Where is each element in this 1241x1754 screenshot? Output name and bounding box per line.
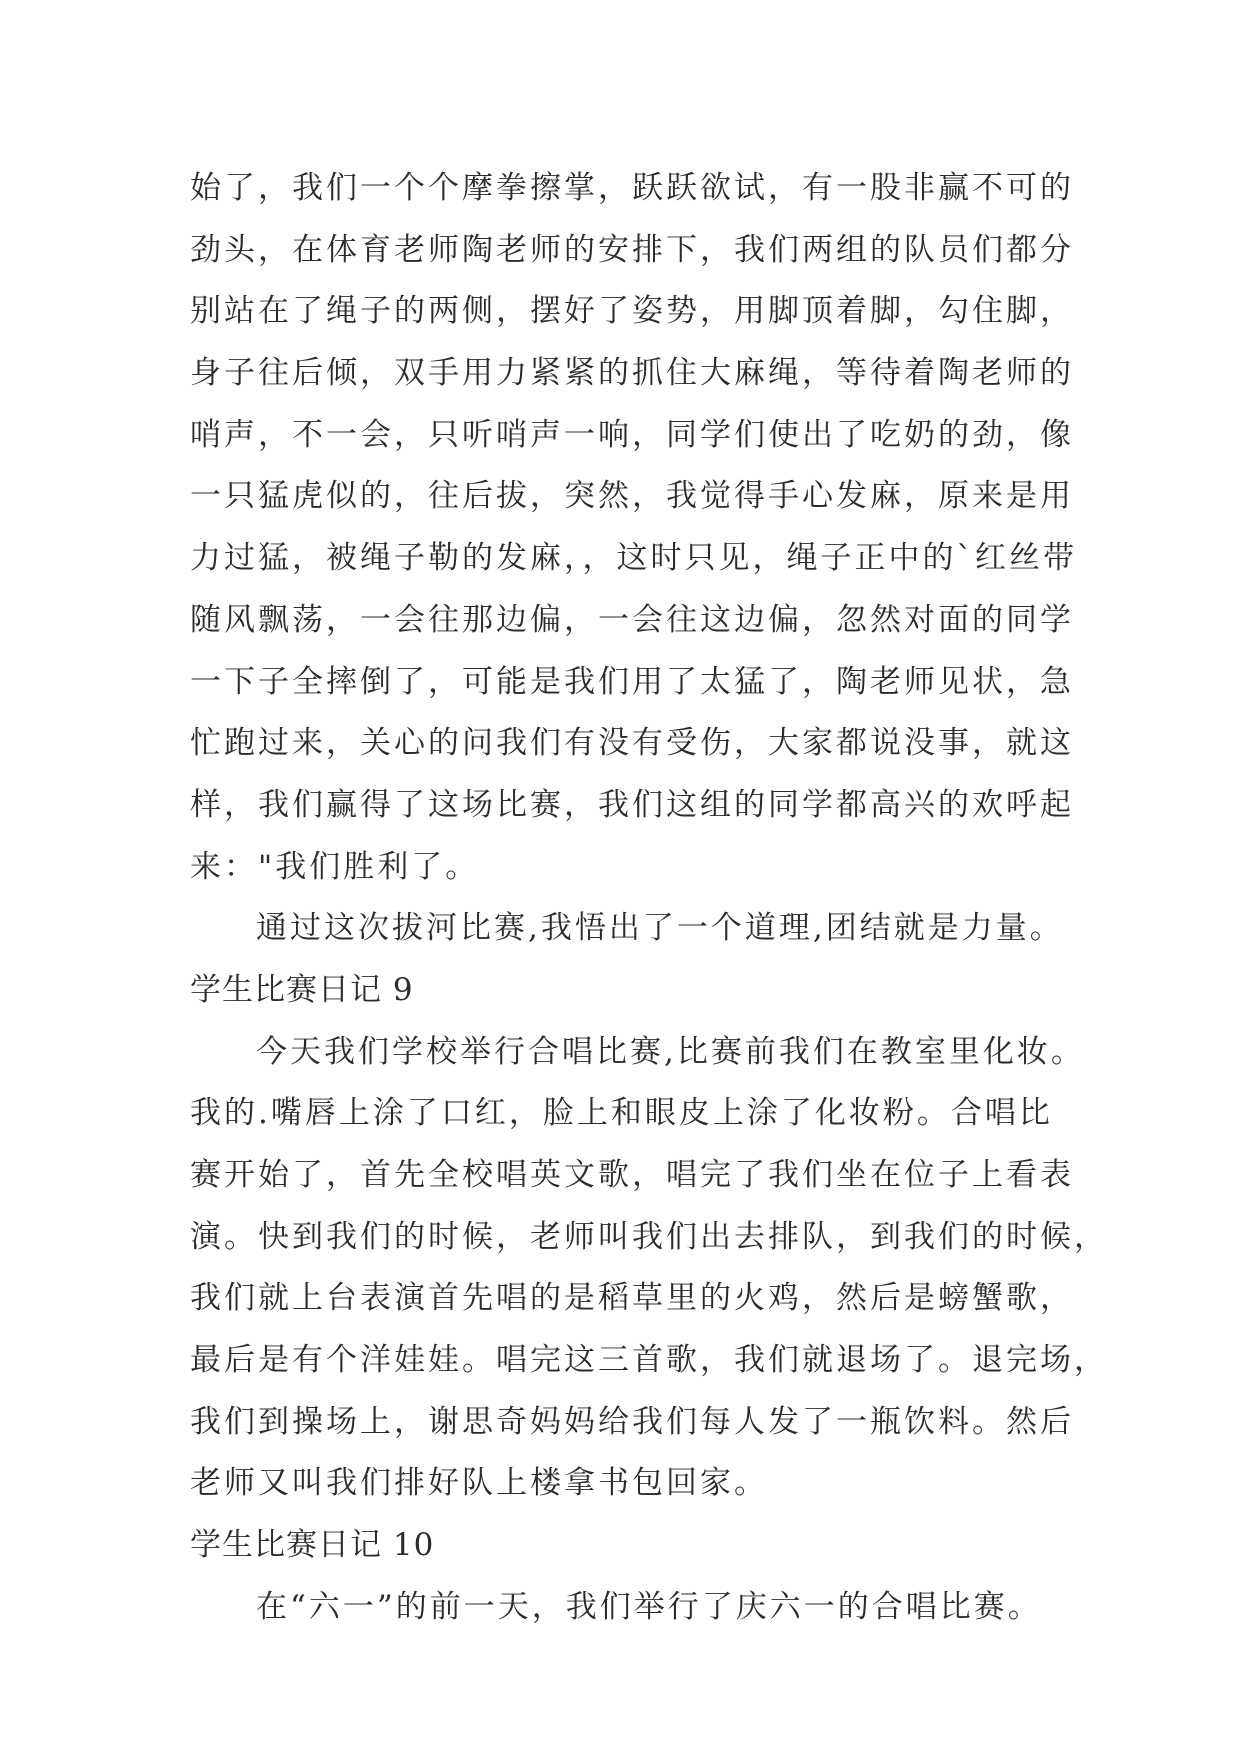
text-line: 力过猛，被绳子勒的发麻，，这时只见，绳子正中的`红丝带 (190, 540, 1077, 577)
document-body (190, 158, 1108, 1639)
text-line: 我们就上台表演首先唱的是稻草里的火鸡，然后是螃蟹歌， (190, 1280, 1074, 1317)
text-line: 我们到操场上，谢思奇妈妈给我们每人发了一瓶饮料。然后 (190, 1403, 1074, 1440)
text-line: 样，我们赢得了这场比赛，我们这组的同学都高兴的欢呼起 (190, 786, 1074, 823)
text-line: 老师又叫我们排好队上楼拿书包回家。 (190, 1465, 768, 1502)
paragraph-first-line: 在“六一”的前一天，我们举行了庆六一的合唱比赛。 (256, 1588, 1042, 1625)
text-line: 忙跑过来，关心的问我们有没有受伤，大家都说没事，就这 (190, 725, 1074, 762)
text-line: 一只猛虎似的，往后拔，突然，我觉得手心发麻，原来是用 (190, 478, 1074, 515)
text-line: 别站在了绳子的两侧，摆好了姿势，用脚顶着脚，勾住脚， (190, 293, 1074, 330)
text-line: 赛开始了，首先全校唱英文歌，唱完了我们坐在位子上看表 (190, 1157, 1074, 1193)
text-line: 劲头，在体育老师陶老师的安排下，我们两组的队员们都分 (190, 231, 1074, 268)
paragraph-first-line: 今天我们学校举行合唱比赛,比赛前我们在教室里化妆。 (256, 1033, 1085, 1070)
text-line: 最后是有个洋娃娃。唱完这三首歌，我们就退场了。退完场， (190, 1342, 1108, 1379)
paragraph-first-line: 通过这次拔河比赛,我悟出了一个道理,团结就是力量。 (256, 910, 1064, 947)
text-line: 一下子全摔倒了，可能是我们用了太猛了，陶老师见状，急 (190, 663, 1074, 700)
text-line: 始了，我们一个个摩拳擦掌，跃跃欲试，有一股非赢不可的 (190, 170, 1074, 206)
text-line: 来："我们胜利了。 (190, 848, 480, 885)
text-line: 演。快到我们的时候，老师叫我们出去排队，到我们的时候， (190, 1218, 1108, 1255)
text-line: 哨声，不一会，只听哨声一响，同学们使出了吃奶的劲，像 (190, 416, 1074, 453)
text-line: 随风飘荡，一会往那边偏，一会往这边偏，忽然对面的同学 (190, 601, 1074, 638)
section-heading: 学生比赛日记 10 (190, 1527, 435, 1564)
section-heading: 学生比赛日记 9 (190, 971, 414, 1008)
text-line: 我的.嘴唇上涂了口红，脸上和眼皮上涂了化妆粉。合唱比 (190, 1095, 1053, 1132)
text-line: 身子往后倾，双手用力紧紧的抓住大麻绳，等待着陶老师的 (190, 355, 1074, 392)
